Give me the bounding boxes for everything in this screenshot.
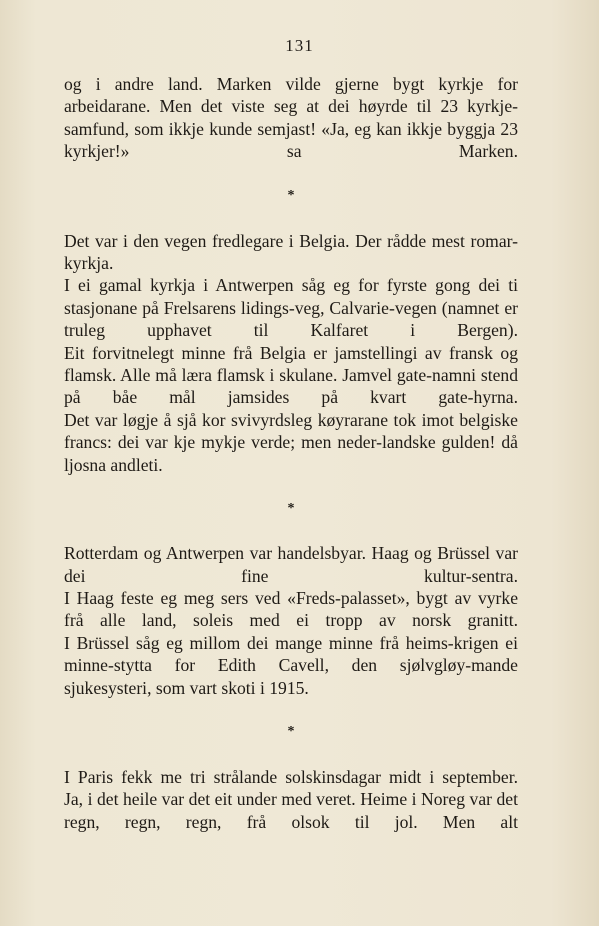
paragraph-text: Det var i den vegen fredlegare i Belgia. Der rådde mest romar-kyrkja. [64,230,518,274]
paragraph-currency [64,409,518,476]
paragraph-text: Rotterdam og Antwerpen var handelsbyar. Haag og Brüssel var dei fine kultur-sentra. [64,543,518,586]
paragraph-flemish-french [64,342,518,409]
paragraph-weather [64,788,518,833]
paragraph-text: I ei gamal kyrkja i Antwerpen såg eg for fyrste gong dei ti stasjonane på Frelsarens lidings-veg, Calvarie-vegen (namnet er truleg upphavet til Kalfaret i Bergen). [64,275,518,341]
page-number: 131 [285,36,314,55]
paragraph-text: Ja, i det heile var det eit under med veret. Heime i Noreg var det regn, regn, regn, frå olsok til jol. Men alt [64,789,518,832]
paragraph-text: og i andre land. Marken vilde gjerne bygt kyrkje for arbeidarane. Men det viste seg at dei høyrde til 23 kyrkje-samfund, som ikkje kunde semjast! «Ja, eg kan ikkje byggja 23 kyrkjer!» sa Marken. [64,74,518,162]
paragraph-paris [64,766,518,788]
section-separator: * [287,187,295,203]
page-body [64,73,518,833]
paragraph-text: I Paris fekk me tri strålande solskinsdagar midt i september. [64,766,518,787]
paragraph-belgium-intro [64,230,518,275]
paragraph-text: I Brüssel såg eg millom dei mange minne frå heims-krigen ei minne-stytta for Edith Cavell, den sjølvgløy-mande sjukesysteri, som vart skoti i 1915. [64,632,518,698]
paragraph-peace-palace [64,587,518,632]
section-separator: * [287,500,295,516]
paragraph-marken-church [64,73,518,163]
paragraph-edith-cavell [64,632,518,699]
paragraph-trade-cities [64,542,518,587]
paragraph-text: Eit forvitnelegt minne frå Belgia er jamstellingi av fransk og flamsk. Alle må læra flamsk i skulane. Jamvel gate-namni stend på båe mål jamsides på kvart gate-hyrna. [64,342,518,408]
paragraph-antwerpen-church [64,274,518,341]
section-separator: * [287,724,295,740]
paragraph-text: Det var løgje å sjå kor svivyrdsleg køyrarane tok imot belgiske francs: dei var kje mykje verde; men neder-landske gulden! då ljosna andleti. [64,409,518,475]
paragraph-text: I Haag feste eg meg sers ved «Freds-palasset», bygt av vyrke frå alle land, soleis med ei tropp av norsk granitt. [64,587,518,631]
